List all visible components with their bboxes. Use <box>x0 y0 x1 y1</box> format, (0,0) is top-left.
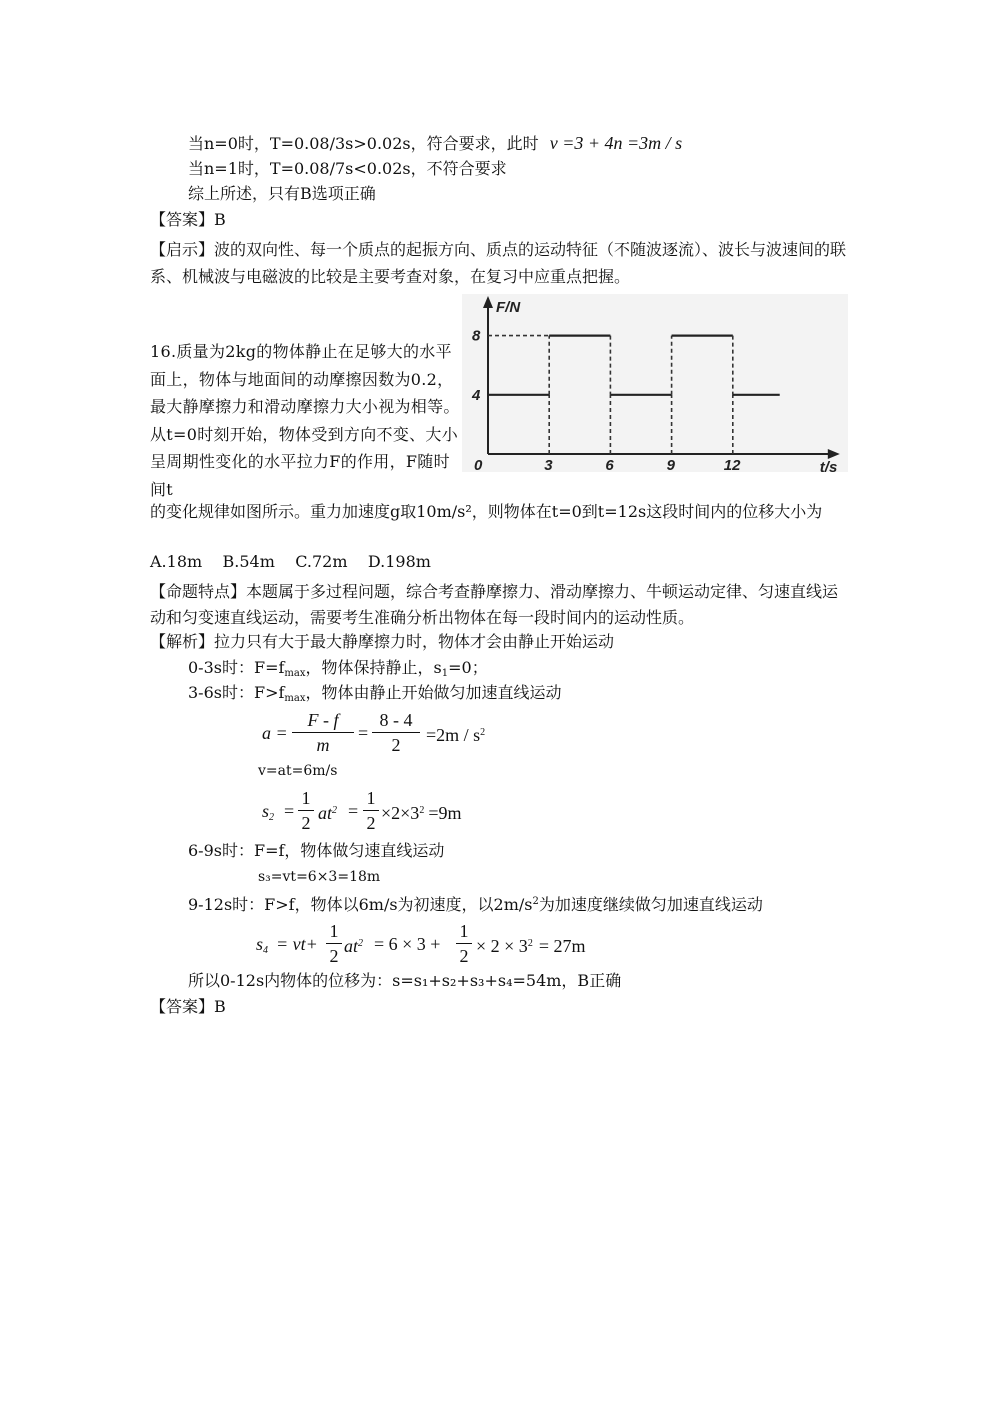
eq-a-frac1 <box>292 709 354 756</box>
solution-intro: 【解析】拉力只有大于最大静摩擦力时，物体才会由静止开始运动 <box>150 632 615 651</box>
eq-a-den1: m <box>316 735 330 755</box>
eq-s2-half2 <box>363 787 379 834</box>
chart-background <box>462 294 848 472</box>
eq-s2-half1 <box>298 787 314 834</box>
fmax-subscript-2: max <box>284 693 306 704</box>
s3-equation: s₃=vt=6×3=18m <box>258 869 381 885</box>
eq-s2-half2-num: 1 <box>366 788 376 808</box>
eq-s2-sub: 2 <box>269 812 275 823</box>
eq-s2-half2-bar <box>363 810 379 811</box>
x-tick-label: 3 <box>544 457 553 472</box>
s1-subscript: 1 <box>441 668 449 679</box>
segment-3-6s-post: ，物体由静止开始做匀加速直线运动 <box>305 683 562 702</box>
eq-s4-half2-den: 2 <box>459 946 469 966</box>
segment-9-12s-post: 为加速度继续做匀加速直线运动 <box>538 895 763 914</box>
eq-s2-half1-den: 2 <box>301 813 311 833</box>
eq-s2-lhs <box>262 800 274 829</box>
eq-s4-lhs <box>256 933 268 962</box>
eq-s4-d-text: × 2 × 3 <box>476 936 528 956</box>
feature-paragraph: 【命题特点】本题属于多过程问题，综合考查静摩擦力、滑动摩擦力、牛顿运动定律、匀速直线运动和匀变速直线运动，需要考生准确分析出物体在每一段时间内的运动性质。 <box>150 582 839 627</box>
eq-s2-rhs-sup: 2 <box>419 805 425 816</box>
segment-3-6s-pre: 3-6s时：F>f <box>188 683 285 702</box>
eq-s2-end: =9m <box>428 803 462 823</box>
eq-a-eq: = <box>358 723 369 743</box>
eq-a-bar1 <box>292 732 354 733</box>
eq-a-lhs: a = <box>262 723 288 743</box>
eq-s4-half2 <box>456 920 472 967</box>
eq-a-num2: 8 - 4 <box>379 710 413 730</box>
line-n0 <box>188 132 682 155</box>
eq-s4-half1-num: 1 <box>329 921 339 941</box>
eq-s2-half1-num: 1 <box>301 788 311 808</box>
eq-s4-half1-bar <box>326 943 342 944</box>
eq-s2-half1-bar <box>298 810 314 811</box>
eq-s4-d <box>476 933 585 957</box>
eq-a-bar2 <box>372 732 420 733</box>
eq-s4-b <box>344 933 363 957</box>
eq-s4-at: at <box>344 936 359 956</box>
x-axis-label: t/s <box>819 459 838 472</box>
answer-1: 【答案】B <box>150 210 226 229</box>
x-tick-label: 6 <box>605 457 614 472</box>
eq-s2-at-sup: 2 <box>332 805 338 816</box>
answer-2: 【答案】B <box>150 997 226 1016</box>
line-n1: 当n=1时，T=0.08/7s<0.02s，不符合要求 <box>188 159 507 178</box>
segment-0-3s-post: ，物体保持静止，s <box>305 658 442 677</box>
segment-9-12s-pre: 9-12s时：F>f，物体以6m/s为初速度，以2m/s <box>188 895 533 914</box>
eq-a-num1: F - f <box>307 710 339 730</box>
segment-0-3s <box>188 657 488 685</box>
eq-s2-mid <box>318 800 337 824</box>
eq-s4-a: = vt+ <box>276 934 318 954</box>
eq-s2-eq: = <box>284 801 295 821</box>
eq-s4-half2-num: 1 <box>459 921 469 941</box>
eq-s2-rhs-text: ×2×3 <box>381 803 420 823</box>
eq-s4-at-sup: 2 <box>358 938 364 949</box>
segment-0-3s-pre: 0-3s时：F=f <box>188 658 285 677</box>
eq-s4-end: = 27m <box>538 936 586 956</box>
eq-a-rhs <box>426 722 485 746</box>
total-displacement: 所以0-12s内物体的位移为：s=s₁+s₂+s₃+s₄=54m，B正确 <box>188 971 622 990</box>
x-tick-label: 0 <box>474 457 483 472</box>
segment-3-6s <box>188 682 562 710</box>
eq-s2-at: at <box>318 803 333 823</box>
line-n0-math: v =3 + 4n =3m / s <box>549 133 683 153</box>
fmax-subscript: max <box>284 668 306 679</box>
segment-6-9s: 6-9s时：F=f，物体做匀速直线运动 <box>188 841 445 860</box>
problem-16-text-a: 16.质量为2kg的物体静止在足够大的水平面上，物体与地面间的动摩擦因数为0.2，最大静摩擦力和滑动摩擦力大小视为相等。从t=0时刻开始，物体受到方向不变、大小呈周期性变化的水平拉力F的作用，F随时间t <box>150 342 460 499</box>
eq-a-rhs-text: =2m / s <box>426 725 481 745</box>
line-n0-text: 当n=0时，T=0.08/3s>0.02s，符合要求，此时 <box>188 134 539 153</box>
eq-s4-c: = 6 × 3 + <box>374 934 441 954</box>
y-axis-label: F/N <box>496 299 521 316</box>
line-summary: 综上所述，只有B选项正确 <box>188 184 376 203</box>
eq-a-rhs-sup: 2 <box>480 727 486 738</box>
eq-a-den2: 2 <box>391 735 401 755</box>
eq-s4-half2-bar <box>456 943 472 944</box>
eq-s4-d-sup: 2 <box>527 938 533 949</box>
force-time-chart <box>462 294 848 472</box>
x-tick-label: 12 <box>723 457 741 472</box>
problem-16-text-b: 的变化规律如图所示。重力加速度g取10m/s²，则物体在t=0到t=12s这段时间内的位移大小为 <box>150 502 823 521</box>
segment-9-12s <box>188 891 763 916</box>
eq-a-frac2 <box>372 709 420 756</box>
eq-s4-sub: 4 <box>263 945 269 956</box>
eq-s2-s: s <box>262 801 270 821</box>
y-tick-label: 4 <box>472 386 481 404</box>
velocity-line: v=at=6m/s <box>258 763 338 779</box>
problem-16-options: A.18m B.54m C.72m D.198m <box>150 552 431 571</box>
hint-paragraph: 【启示】波的双向性、每一个质点的起振方向、质点的运动特征（不随波逐流）、波长与波速间的联系、机械波与电磁波的比较是主要考查对象，在复习中应重点把握。 <box>150 240 847 286</box>
eq-s4-half1 <box>326 920 342 967</box>
eq-s4-half1-den: 2 <box>329 946 339 966</box>
eq-s2-eq2: = <box>348 801 359 821</box>
y-tick-label: 8 <box>472 327 481 345</box>
segment-0-3s-end: =0； <box>448 658 488 677</box>
eq-s2-rhs <box>381 800 461 824</box>
eq-s2-half2-den: 2 <box>366 813 376 833</box>
accel-unit-sup: 2 <box>532 896 539 907</box>
x-tick-label: 9 <box>666 457 675 472</box>
eq-s4-s: s <box>256 934 264 954</box>
